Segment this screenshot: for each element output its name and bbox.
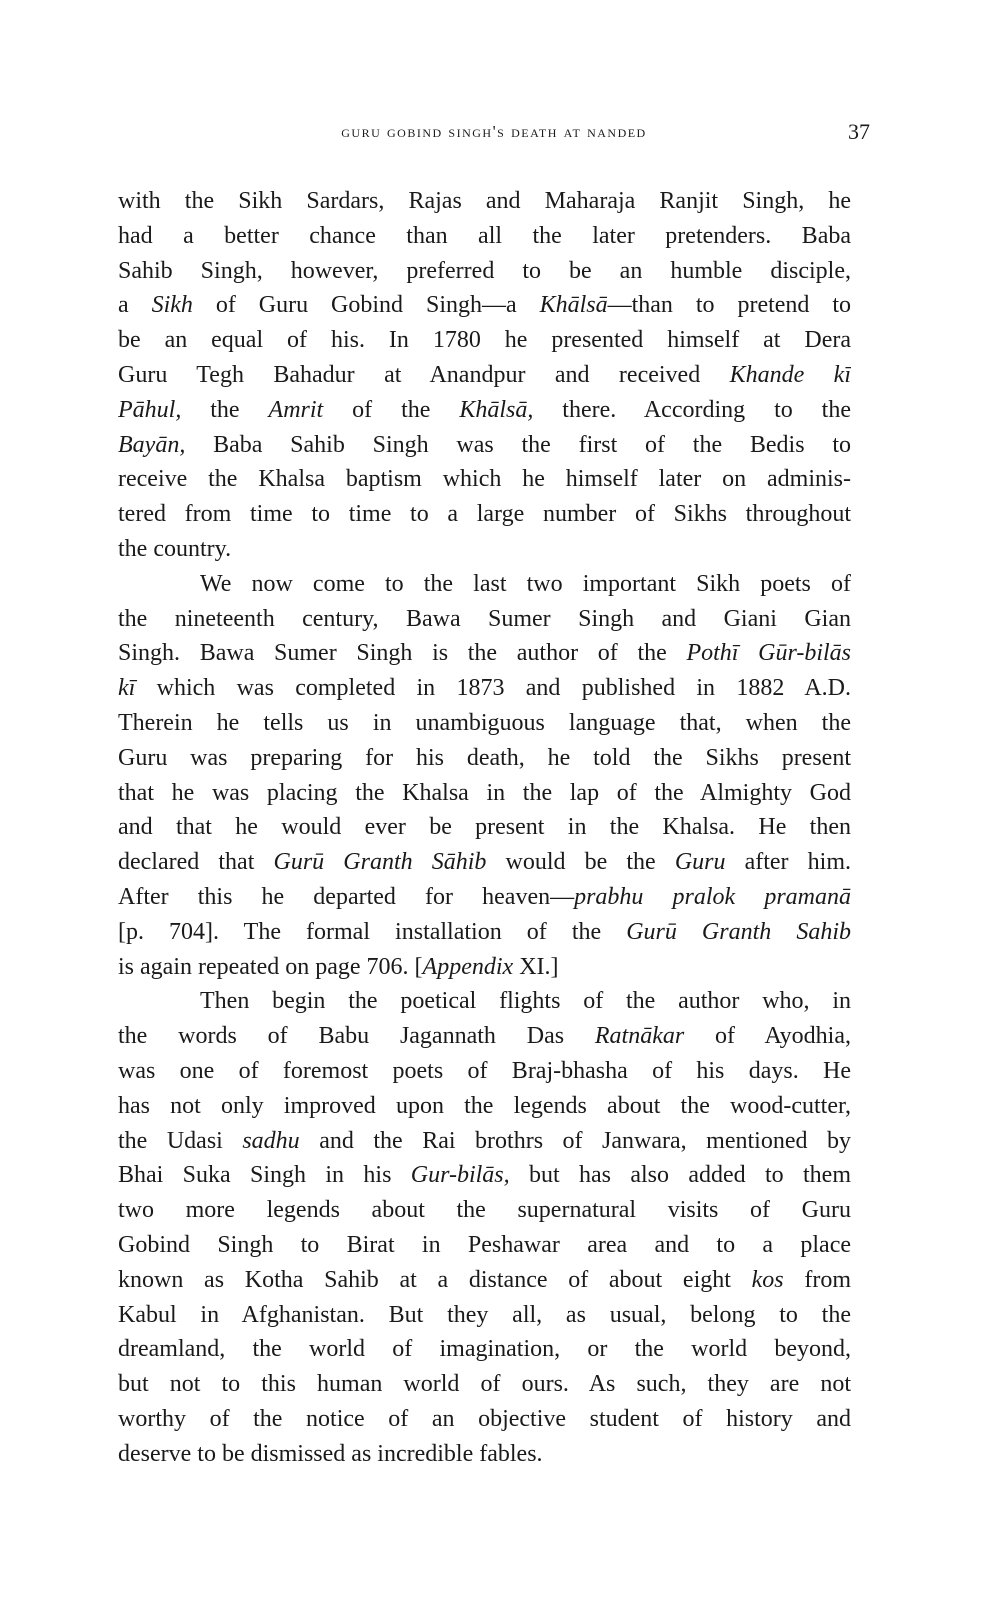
- text-line: [118, 219, 851, 254]
- text-segment: the: [181, 396, 269, 423]
- text-segment: XI.]: [513, 953, 559, 980]
- text-line: [118, 1019, 851, 1054]
- text-line: [118, 741, 851, 776]
- text-line: [118, 984, 851, 1019]
- text-line: [118, 254, 851, 289]
- text-segment: after him.: [725, 849, 851, 876]
- text-segment: but not to this human world of ours. As such, they are not: [118, 1371, 851, 1398]
- text-line: [118, 428, 851, 463]
- text-line: [118, 1124, 851, 1159]
- italic-text: Gurū Granth Sahib: [626, 918, 851, 945]
- text-segment: of Ayodhia,: [684, 1023, 851, 1050]
- text-segment: Then begin the poetical flights of the author who, in: [200, 988, 851, 1015]
- italic-text: kos: [751, 1266, 784, 1293]
- running-title: guru gobind singh's death at nanded: [341, 122, 647, 141]
- text-segment: We now come to the last two important Sikh poets of: [200, 570, 851, 597]
- text-segment: the words of Babu Jagannath Das: [118, 1023, 595, 1050]
- text-segment: there. According to the: [533, 396, 851, 423]
- text-line: [118, 671, 851, 706]
- text-line: [118, 323, 851, 358]
- italic-text: Ratnākar: [594, 1023, 685, 1050]
- body-text: [118, 184, 851, 1471]
- text-segment: Guru Tegh Bahadur at Anandpur and received: [118, 361, 730, 388]
- paragraph: [118, 184, 851, 567]
- text-segment: a: [118, 292, 152, 319]
- text-line: [118, 706, 851, 741]
- text-line: [118, 1158, 851, 1193]
- text-segment: Bhai Suka Singh in his: [118, 1162, 411, 1189]
- text-segment: had a better chance than all the later pretenders. Baba: [118, 222, 851, 249]
- italic-text: Guru: [674, 849, 726, 876]
- text-line: [118, 602, 851, 637]
- text-segment: of Guru Gobind Singh—a: [192, 292, 540, 319]
- text-segment: receive the Khalsa baptism which he himself later on adminis-: [118, 466, 851, 493]
- text-segment: two more legends about the supernatural visits of Guru: [118, 1197, 851, 1224]
- text-segment: is again repeated on page 706. [: [118, 953, 423, 980]
- italic-text: Khālsā,: [459, 396, 534, 423]
- text-segment: the Udasi: [118, 1127, 243, 1154]
- paragraph: [118, 567, 851, 985]
- text-segment: Kabul in Afghanistan. But they all, as usual, belong to the: [118, 1301, 851, 1328]
- text-line: [118, 393, 851, 428]
- text-segment: but has also added to them: [509, 1162, 851, 1189]
- italic-text: sadhu: [242, 1127, 300, 1154]
- text-segment: with the Sikh Sardars, Rajas and Maharaja Ranjit Singh, he: [118, 188, 851, 214]
- text-segment: worthy of the notice of an objective student of history and: [118, 1405, 851, 1432]
- italic-text: prabhu pralok pramanā: [574, 883, 851, 910]
- text-segment: of the: [323, 396, 460, 423]
- text-line: [118, 1402, 851, 1437]
- text-segment: After this he departed for heaven—: [118, 883, 575, 910]
- text-segment: from: [783, 1266, 851, 1293]
- text-line: [118, 497, 851, 532]
- text-line: [118, 184, 851, 219]
- text-segment: was one of foremost poets of Braj-bhasha of his days. He: [118, 1057, 851, 1084]
- text-segment: Therein he tells us in unambiguous language that, when the: [118, 709, 851, 736]
- text-segment: Gobind Singh to Birat in Peshawar area and to a place: [118, 1231, 851, 1258]
- text-line: [118, 1437, 851, 1472]
- text-line: [118, 1089, 851, 1124]
- text-line: [118, 1054, 851, 1089]
- text-segment: and the Rai brothrs of Janwara, mentioned by: [299, 1127, 851, 1154]
- running-head: [118, 119, 870, 152]
- text-segment: the country.: [118, 535, 232, 562]
- text-segment: Guru was preparing for his death, he told the Sikhs present: [118, 744, 851, 771]
- text-line: [118, 845, 851, 880]
- text-line: [118, 358, 851, 393]
- text-line: [118, 776, 851, 811]
- italic-text: Appendix: [422, 953, 514, 980]
- text-line: [118, 1263, 851, 1298]
- italic-text: Pothī Gūr-bilās: [686, 640, 851, 667]
- text-segment: and that he would ever be present in the Khalsa. He then: [118, 814, 851, 841]
- text-line: [118, 950, 851, 985]
- text-segment: would be the: [486, 849, 675, 876]
- text-segment: Baba Sahib Singh was the first of the Bedis to: [185, 431, 851, 458]
- italic-text: Bayān,: [118, 431, 186, 458]
- italic-text: Gur-bilās,: [410, 1162, 510, 1189]
- italic-text: Amrit: [268, 396, 324, 423]
- paragraph: [118, 984, 851, 1471]
- text-segment: that he was placing the Khalsa in the lap of the Almighty God: [118, 779, 851, 806]
- text-segment: [p. 704]. The formal installation of the: [118, 918, 627, 945]
- text-segment: dreamland, the world of imagination, or the world beyond,: [118, 1336, 851, 1363]
- italic-text: Sikh: [151, 292, 193, 319]
- text-segment: deserve to be dismissed as incredible fables.: [118, 1440, 543, 1467]
- text-line: [118, 636, 851, 671]
- italic-text: kī: [118, 675, 136, 702]
- page-number: 37: [848, 119, 870, 144]
- text-segment: Singh. Bawa Sumer Singh is the author of the: [118, 640, 687, 667]
- text-line: [118, 880, 851, 915]
- text-line: [118, 1228, 851, 1263]
- text-line: [118, 288, 851, 323]
- text-segment: declared that: [118, 849, 274, 876]
- text-line: [118, 567, 851, 602]
- text-line: [118, 1193, 851, 1228]
- text-line: [118, 1367, 851, 1402]
- text-line: [118, 810, 851, 845]
- text-line: [118, 1298, 851, 1333]
- text-segment: tered from time to time to a large number of Sikhs throughout: [118, 501, 851, 528]
- text-line: [118, 915, 851, 950]
- text-segment: has not only improved upon the legends about the wood-cutter,: [118, 1092, 851, 1119]
- text-segment: Sahib Singh, however, preferred to be an humble disciple,: [118, 257, 851, 284]
- text-segment: —than to pretend to: [607, 292, 851, 319]
- text-segment: which was completed in 1873 and published in 1882 A.D.: [135, 675, 851, 702]
- text-segment: be an equal of his. In 1780 he presented himself at Dera: [118, 327, 851, 354]
- text-segment: the nineteenth century, Bawa Sumer Singh and Giani Gian: [118, 605, 851, 632]
- italic-text: Khālsā: [539, 292, 608, 319]
- text-line: [118, 462, 851, 497]
- text-line: [118, 532, 851, 567]
- italic-text: Pāhul,: [118, 396, 182, 423]
- italic-text: Khande kī: [729, 361, 851, 388]
- text-segment: known as Kotha Sahib at a distance of about eight: [118, 1266, 752, 1293]
- italic-text: Gurū Granth Sāhib: [273, 849, 487, 876]
- text-line: [118, 1332, 851, 1367]
